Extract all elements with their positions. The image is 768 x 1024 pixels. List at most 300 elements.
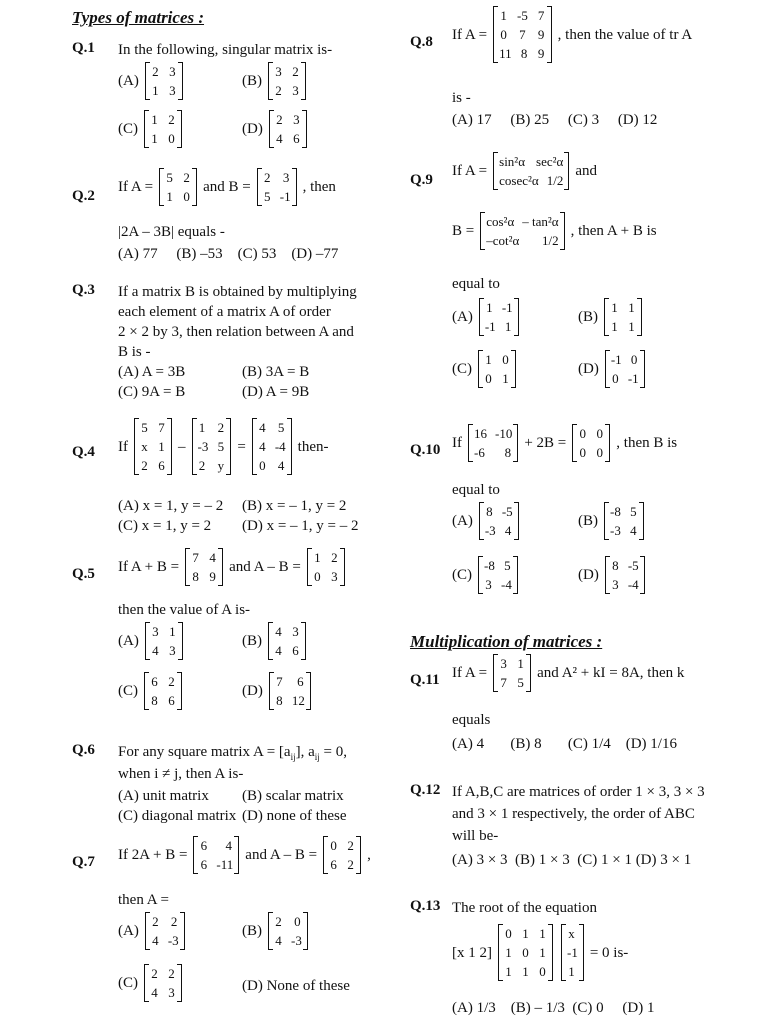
matrix (145, 62, 183, 100)
matrix (605, 350, 645, 388)
text: , then B is (616, 435, 678, 451)
q3-line1: If a matrix B is obtained by multiplying (118, 284, 357, 300)
matrix-row (165, 168, 191, 187)
q11-text (452, 654, 684, 692)
matrix-row (274, 622, 300, 641)
matrix (268, 912, 308, 950)
matrix-row (499, 152, 563, 171)
q13-number: Q.13 (410, 898, 441, 914)
matrix-cell: 0 (505, 926, 512, 941)
matrix-cell: 5 (166, 170, 173, 185)
matrix (498, 924, 553, 981)
matrix-cell: 3 (169, 64, 176, 79)
matrix-cell: -5 (627, 558, 639, 573)
matrix-row (611, 369, 639, 388)
q6-option-d: (D) none of these (242, 808, 347, 824)
text: , then A + B is (570, 223, 657, 239)
option-label: (D) (578, 360, 599, 377)
matrix-row (567, 962, 578, 981)
matrix (493, 6, 552, 63)
option-label: (D) (578, 566, 599, 583)
option-label: (C) (452, 360, 472, 377)
matrix-cell: 2 (198, 458, 206, 473)
matrix-cell: 12 (291, 693, 305, 708)
matrix-row (474, 424, 512, 443)
matrix-cell: 0 (579, 426, 587, 441)
matrix (479, 298, 519, 336)
q8-number: Q.8 (410, 34, 433, 50)
matrix (252, 418, 292, 475)
matrix-cell: 8 (276, 693, 283, 708)
matrix-cell: 0 (485, 371, 492, 386)
q1-option-d (242, 110, 309, 148)
matrix-row (499, 25, 546, 44)
matrix-cell: 2 (331, 550, 338, 565)
matrix-row (198, 437, 226, 456)
text: , (367, 847, 371, 863)
q7-option-d: (D) None of these (242, 978, 350, 994)
matrix-cell: 8 (486, 504, 493, 519)
matrix-row (485, 317, 513, 336)
matrix-cell: 1 (169, 624, 176, 639)
q10-option-a (452, 502, 521, 540)
q6-option-c: (C) diagonal matrix (118, 808, 237, 824)
matrix-row (329, 836, 355, 855)
matrix-cell: 2 (275, 83, 282, 98)
matrix-row (578, 424, 604, 443)
matrix-cell: 8 (504, 445, 512, 460)
q9-text-b (452, 212, 657, 250)
q10-option-d (578, 556, 647, 594)
q1-option-b (242, 62, 308, 100)
matrix-cell: 4 (276, 131, 283, 146)
text: then- (297, 438, 329, 455)
matrix-cell: 3 (331, 569, 338, 584)
q5-number: Q.5 (72, 566, 95, 582)
matrix-row (258, 437, 286, 456)
matrix-row (485, 502, 513, 521)
matrix-cell: 3 (169, 643, 176, 658)
matrix-row (504, 943, 547, 962)
q6-line2: when i ≠ j, then A is- (118, 766, 244, 782)
matrix-cell: sin²α (499, 154, 526, 169)
q3-line3: 2 × 2 by 3, then relation between A and (118, 324, 354, 340)
q10-number: Q.10 (410, 442, 441, 458)
matrix-cell: sec²α (536, 154, 564, 169)
matrix-cell: 3 (293, 112, 300, 127)
matrix-cell: 6 (200, 838, 208, 853)
q3-option-a: (A) A = 3B (118, 364, 186, 380)
matrix (268, 622, 306, 660)
matrix-cell: 8 (520, 46, 528, 61)
matrix-row (140, 418, 166, 437)
text: If A = (118, 179, 154, 195)
matrix-cell: 1 (628, 319, 635, 334)
matrix-cell: 4 (275, 933, 282, 948)
q3-number: Q.3 (72, 282, 95, 298)
matrix-cell: 7 (500, 675, 507, 690)
matrix-cell: 7 (192, 550, 199, 565)
matrix-row (313, 548, 339, 567)
matrix-cell: 3 (282, 170, 290, 185)
matrix-cell: -1 (501, 300, 513, 315)
text: , then (302, 179, 336, 195)
matrix-cell: 2 (292, 64, 299, 79)
matrix-cell: 6 (292, 643, 299, 658)
matrix-cell: y (217, 458, 225, 473)
matrix-row (274, 931, 302, 950)
q9-option-a (452, 298, 521, 336)
text: – (178, 438, 186, 455)
q5-option-c (118, 672, 184, 710)
matrix-cell: 1 (500, 8, 507, 23)
matrix-cell: 1 (539, 926, 546, 941)
matrix (145, 622, 183, 660)
matrix-cell: 6 (200, 857, 208, 872)
text: If 2A + B = (118, 847, 188, 863)
matrix-cell: 2 (152, 64, 159, 79)
matrix-cell: 9 (537, 46, 545, 61)
matrix-cell: 2 (183, 170, 190, 185)
matrix-row (275, 691, 305, 710)
matrix-cell: 0 (500, 27, 507, 42)
q12-options: (A) 3 × 3 (B) 1 × 3 (C) 1 × 1 (D) 3 × 1 (452, 852, 692, 868)
q3-option-c: (C) 9A = B (118, 384, 186, 400)
q3-option-d: (D) A = 9B (242, 384, 310, 400)
matrix-row (150, 691, 176, 710)
q10-option-c (452, 556, 520, 594)
matrix-cell: -1 (279, 189, 291, 204)
q6-option-b: (B) scalar matrix (242, 788, 344, 804)
matrix-cell: 2 (168, 674, 175, 689)
q8-options: (A) 17 (B) 25 (C) 3 (D) 12 (452, 112, 658, 128)
matrix-row (474, 443, 512, 462)
matrix-row (499, 6, 546, 25)
matrix-cell: x (568, 926, 575, 941)
matrix-cell: 2 (168, 966, 175, 981)
matrix-cell: 7 (276, 674, 283, 689)
matrix-row (165, 187, 191, 206)
option-label: (B) (242, 632, 262, 649)
q5-text (118, 548, 347, 586)
matrix-cell: 16 (474, 426, 487, 441)
text: If A = (452, 665, 488, 681)
matrix-row (258, 418, 286, 437)
option-label: (C) (118, 120, 138, 137)
q11-number: Q.11 (410, 672, 440, 688)
matrix-row (150, 672, 176, 691)
q1-option-c (118, 110, 184, 148)
matrix-cell: 5 (630, 504, 637, 519)
matrix-cell: 0 (183, 189, 190, 204)
matrix-cell: 1 (611, 300, 618, 315)
q12-line3: will be- (452, 828, 499, 844)
matrix-cell: -4 (501, 577, 512, 592)
q7-option-c (118, 964, 184, 1002)
matrix (269, 110, 307, 148)
matrix-cell: 1 (151, 131, 158, 146)
matrix-row (150, 964, 176, 983)
matrix-cell: 4 (277, 458, 285, 473)
q10-text (452, 424, 677, 462)
text: and A – B = (245, 847, 318, 863)
option-label: (C) (118, 682, 138, 699)
matrix (144, 110, 182, 148)
matrix-row (610, 502, 638, 521)
text: If A = (452, 26, 488, 43)
q2-text (118, 168, 336, 206)
option-label: (A) (118, 72, 139, 89)
matrix-cell: 3 (168, 985, 175, 1000)
matrix (192, 418, 232, 475)
q3-line2: each element of a matrix A of order (118, 304, 331, 320)
matrix (323, 836, 361, 874)
matrix-row (611, 575, 639, 594)
q12-line2: and 3 × 1 respectively, the order of ABC (452, 806, 695, 822)
matrix-cell: 3 (485, 577, 492, 592)
matrix-cell: 3 (292, 83, 299, 98)
matrix-row (610, 521, 638, 540)
matrix-cell: 8 (612, 558, 619, 573)
q4-option-b: (B) x = – 1, y = 2 (242, 498, 347, 514)
matrix-row (484, 575, 512, 594)
q6-number: Q.6 (72, 742, 95, 758)
matrix-cell: 3 (275, 64, 282, 79)
q6-line1: For any square matrix $A = [a_{ij}]$, $a_{ij} = 0$, (118, 744, 347, 762)
q10-option-b (578, 502, 646, 540)
matrix-row (274, 912, 302, 931)
matrix-cell: 6 (330, 857, 337, 872)
matrix-cell: 8 (192, 569, 199, 584)
matrix-row (610, 298, 636, 317)
matrix-cell: 4 (151, 985, 158, 1000)
matrix-cell: 6 (151, 674, 158, 689)
matrix-cell: 1 (504, 319, 512, 334)
option-label: (B) (242, 72, 262, 89)
matrix-cell: 4 (630, 523, 637, 538)
q7-option-a (118, 912, 187, 950)
matrix-row (151, 81, 177, 100)
option-label: (D) (242, 682, 263, 699)
q13-equation (452, 924, 628, 981)
matrix-cell: 1 (505, 945, 512, 960)
text: If A + B = (118, 559, 180, 575)
q7-text (118, 836, 371, 874)
matrix-cell: 2 (347, 857, 354, 872)
q9-line3: equal to (452, 276, 500, 292)
q7-option-b (242, 912, 310, 950)
matrix-row (486, 212, 558, 231)
matrix-cell: -8 (484, 558, 495, 573)
heading-multiplication-of-matrices: Multiplication of matrices : (410, 632, 603, 651)
matrix-row (567, 943, 578, 962)
q9-option-d (578, 350, 647, 388)
matrix (604, 502, 644, 540)
matrix (572, 424, 610, 462)
matrix-row (263, 168, 291, 187)
matrix-cell: 9 (209, 569, 216, 584)
matrix-cell: 1 (166, 189, 173, 204)
matrix-cell: 1 (486, 300, 493, 315)
q4-option-c: (C) x = 1, y = 2 (118, 518, 212, 534)
matrix-cell: 6 (168, 693, 175, 708)
q11-options: (A) 4 (B) 8 (C) 1/4 (D) 1/16 (452, 736, 677, 752)
matrix-row (313, 567, 339, 586)
matrix-row (484, 369, 510, 388)
matrix-row (274, 62, 300, 81)
matrix-cell: – tan²α (522, 214, 559, 229)
q4-option-a: (A) x = 1, y = – 2 (118, 498, 224, 514)
matrix-cell: 1 (152, 83, 159, 98)
matrix-cell: 1 (539, 945, 546, 960)
text: = (237, 438, 246, 455)
matrix-cell: -1 (627, 371, 639, 386)
matrix-cell: 2 (217, 420, 225, 435)
matrix-cell: 5 (217, 439, 225, 454)
q6-option-a: (A) unit matrix (118, 788, 209, 804)
q9-option-c (452, 350, 518, 388)
matrix-cell: 1/2 (541, 233, 559, 248)
matrix-row (499, 171, 563, 190)
text: and A² + kI = 8A, then k (537, 665, 685, 681)
matrix-cell: 3 (500, 656, 507, 671)
q2-number: Q.2 (72, 188, 95, 204)
matrix-cell: 5 (504, 558, 511, 573)
matrix-cell: -5 (516, 8, 528, 23)
matrix-row (484, 350, 510, 369)
matrix (480, 212, 564, 250)
q5-option-b (242, 622, 308, 660)
matrix (478, 556, 518, 594)
q12-number: Q.12 (410, 782, 441, 798)
text: and A – B = (229, 559, 301, 575)
matrix (145, 912, 185, 950)
matrix-cell: 2 (168, 112, 175, 127)
matrix-cell: -3 (197, 439, 209, 454)
matrix (269, 672, 311, 710)
matrix-cell: 0 (259, 458, 266, 473)
matrix-cell: 0 (314, 569, 321, 584)
matrix-row (263, 187, 291, 206)
matrix-cell: 1 (502, 371, 509, 386)
option-label: (A) (118, 922, 139, 939)
matrix-row (275, 110, 301, 129)
matrix-cell: cos²α (486, 214, 515, 229)
q2-line2: |2A – 3B| equals - (118, 224, 225, 240)
matrix (604, 298, 642, 336)
matrix-cell: 1 (568, 964, 575, 979)
matrix (193, 836, 239, 874)
matrix (493, 152, 569, 190)
q5-line2: then the value of A is- (118, 602, 251, 618)
q7-line2: then A = (118, 892, 169, 908)
text: and (575, 163, 598, 179)
matrix-cell: 3 (292, 624, 299, 639)
matrix-cell: 4 (225, 838, 233, 853)
matrix-cell: -1 (484, 319, 496, 334)
matrix-cell: 2 (151, 966, 158, 981)
text: [x 1 2] (452, 944, 492, 961)
matrix-row (504, 962, 547, 981)
matrix-cell: 5 (517, 675, 524, 690)
matrix-cell: -11 (216, 857, 234, 872)
text: If A = (452, 163, 488, 179)
matrix-row (151, 62, 177, 81)
matrix-cell: cosec²α (499, 173, 539, 188)
matrix-cell: 0 (294, 914, 301, 929)
matrix-row (151, 912, 179, 931)
matrix-row (485, 298, 513, 317)
matrix-row (198, 418, 226, 437)
matrix-cell: 5 (264, 189, 271, 204)
matrix-row (611, 350, 639, 369)
matrix-cell: 11 (499, 46, 512, 61)
matrix-row (198, 456, 226, 475)
matrix-cell: 6 (293, 131, 300, 146)
q4-text (118, 418, 328, 475)
matrix (185, 548, 223, 586)
matrix (493, 654, 531, 692)
matrix-cell: -8 (610, 504, 621, 519)
q1-text: In the following, singular matrix is- (118, 42, 333, 58)
q5-option-d (242, 672, 313, 710)
q4-number: Q.4 (72, 444, 95, 460)
matrix-cell: 1 (505, 964, 512, 979)
text: , then the value of tr A (557, 26, 693, 43)
matrix-row (485, 521, 513, 540)
matrix-row (486, 231, 558, 250)
matrix-cell: -3 (610, 523, 621, 538)
matrix-cell: –cot²α (486, 233, 520, 248)
q9-number: Q.9 (410, 172, 433, 188)
matrix-cell: 7 (537, 8, 545, 23)
matrix-cell: 0 (579, 445, 587, 460)
q9-option-b (578, 298, 644, 336)
matrix-row (274, 641, 300, 660)
matrix (307, 548, 345, 586)
q8-line2: is - (452, 90, 471, 106)
matrix-cell: 1 (611, 319, 618, 334)
option-label: (B) (242, 922, 262, 939)
matrix-cell: 2 (275, 914, 282, 929)
text: If (452, 435, 462, 451)
matrix-cell: 2 (141, 458, 148, 473)
matrix-cell: 1 (158, 439, 165, 454)
option-label: (A) (452, 308, 473, 325)
matrix-cell: 5 (141, 420, 148, 435)
matrix-row (150, 129, 176, 148)
matrix-row (151, 622, 177, 641)
matrix-cell: 5 (277, 420, 285, 435)
q2-options: (A) 77 (B) –53 (C) 53 (D) –77 (118, 246, 339, 262)
option-label: (B) (578, 308, 598, 325)
matrix-row (151, 931, 179, 950)
matrix-row (329, 855, 355, 874)
matrix-cell: 4 (504, 523, 512, 538)
matrix-row (499, 654, 525, 673)
matrix-cell: 9 (537, 27, 545, 42)
q10-line2: equal to (452, 482, 500, 498)
matrix-cell: 6 (297, 674, 304, 689)
matrix (478, 350, 516, 388)
q1-option-a (118, 62, 185, 100)
matrix (605, 556, 645, 594)
matrix-row (578, 443, 604, 462)
q8-text (452, 6, 692, 63)
matrix-row (199, 836, 233, 855)
text: B = (452, 223, 475, 239)
matrix-cell: 1 (198, 420, 206, 435)
